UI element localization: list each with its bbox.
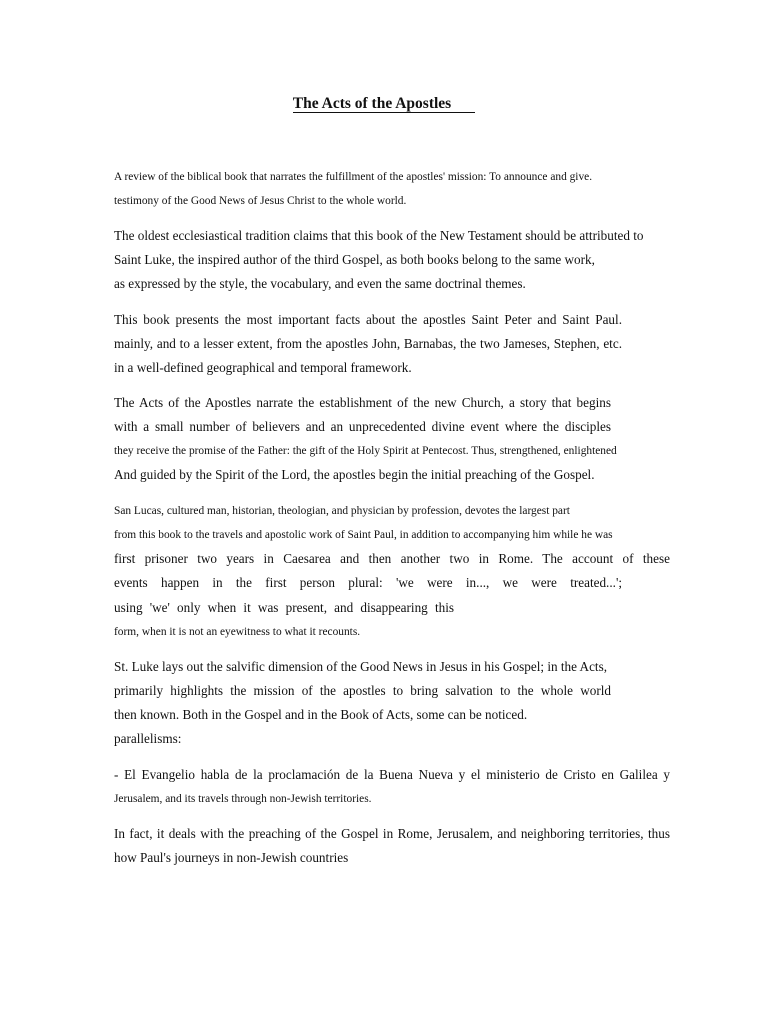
paragraph-5-line-3: first prisoner two years in Caesarea and then another two in Rome. The account of these [114,551,670,566]
paragraph-2-line-1: The oldest ecclesiastical tradition claims that this book of the New Testament should be attributed to [114,228,644,243]
paragraph-2-line-3: as expressed by the style, the vocabulary, and even the same doctrinal themes. [114,276,526,291]
paragraph-6-line-3: then known. Both in the Gospel and in the Book of Acts, some can be noticed. [114,707,528,722]
paragraph-1-line-2: testimony of the Good News of Jesus Christ to the whole world. [114,195,407,207]
paragraph-4-line-1: The Acts of the Apostles narrate the establishment of the new Church, a story that begins [114,395,611,410]
paragraph-6-line-1: St. Luke lays out the salvific dimension of the Good News in Jesus in his Gospel; in the Acts, [114,659,608,674]
paragraph-3-line-2: mainly, and to a lesser extent, from the apostles John, Barnabas, the two Jameses, Stephen, etc. [114,336,622,351]
paragraph-5-line-1: San Lucas, cultured man, historian, theologian, and physician by profession, devotes the largest part [114,505,570,517]
paragraph-3-line-3: in a well-defined geographical and temporal framework. [114,360,412,375]
document-title [0,95,768,113]
paragraph-6-line-4: parallelisms: [114,731,182,746]
paragraph-8-line-1: In fact, it deals with the preaching of the Gospel in Rome, Jerusalem, and neighboring territories, thus [114,826,670,841]
title-text: The Acts of the Apostles [293,95,475,113]
paragraph-3-line-1: This book presents the most important facts about the apostles Saint Peter and Saint Paul. [114,312,622,327]
paragraph-4-line-3: they receive the promise of the Father: the gift of the Holy Spirit at Pentecost. Thus, strengthened, enlightened [114,445,617,457]
paragraph-7-line-2: Jerusalem, and its travels through non-Jewish territories. [114,793,372,805]
paragraph-8-line-2: how Paul's journeys in non-Jewish countries [114,850,349,865]
paragraph-5-line-2: from this book to the travels and apostolic work of Saint Paul, in addition to accompanying him while he was [114,529,613,541]
paragraph-1-line-1: A review of the biblical book that narrates the fulfillment of the apostles' mission: To announce and give. [114,171,593,183]
paragraph-6-line-2: primarily highlights the mission of the apostles to bring salvation to the whole world [114,683,611,698]
paragraph-4-line-2: with a small number of believers and an unprecedented divine event where the disciples [114,419,611,434]
paragraph-5-line-4: events happen in the first person plural: 'we were in..., we were treated...'; [114,575,622,590]
paragraph-2-line-2: Saint Luke, the inspired author of the third Gospel, as both books belong to the same work, [114,252,595,267]
paragraph-4-line-4: And guided by the Spirit of the Lord, the apostles begin the initial preaching of the Gospel. [114,467,595,482]
paragraph-7-line-1: - El Evangelio habla de la proclamación de la Buena Nueva y el ministerio de Cristo en Galilea y [114,767,670,782]
paragraph-5-line-5: using 'we' only when it was present, and disappearing this [114,600,454,615]
paragraph-5-line-6: form, when it is not an eyewitness to what it recounts. [114,626,361,638]
